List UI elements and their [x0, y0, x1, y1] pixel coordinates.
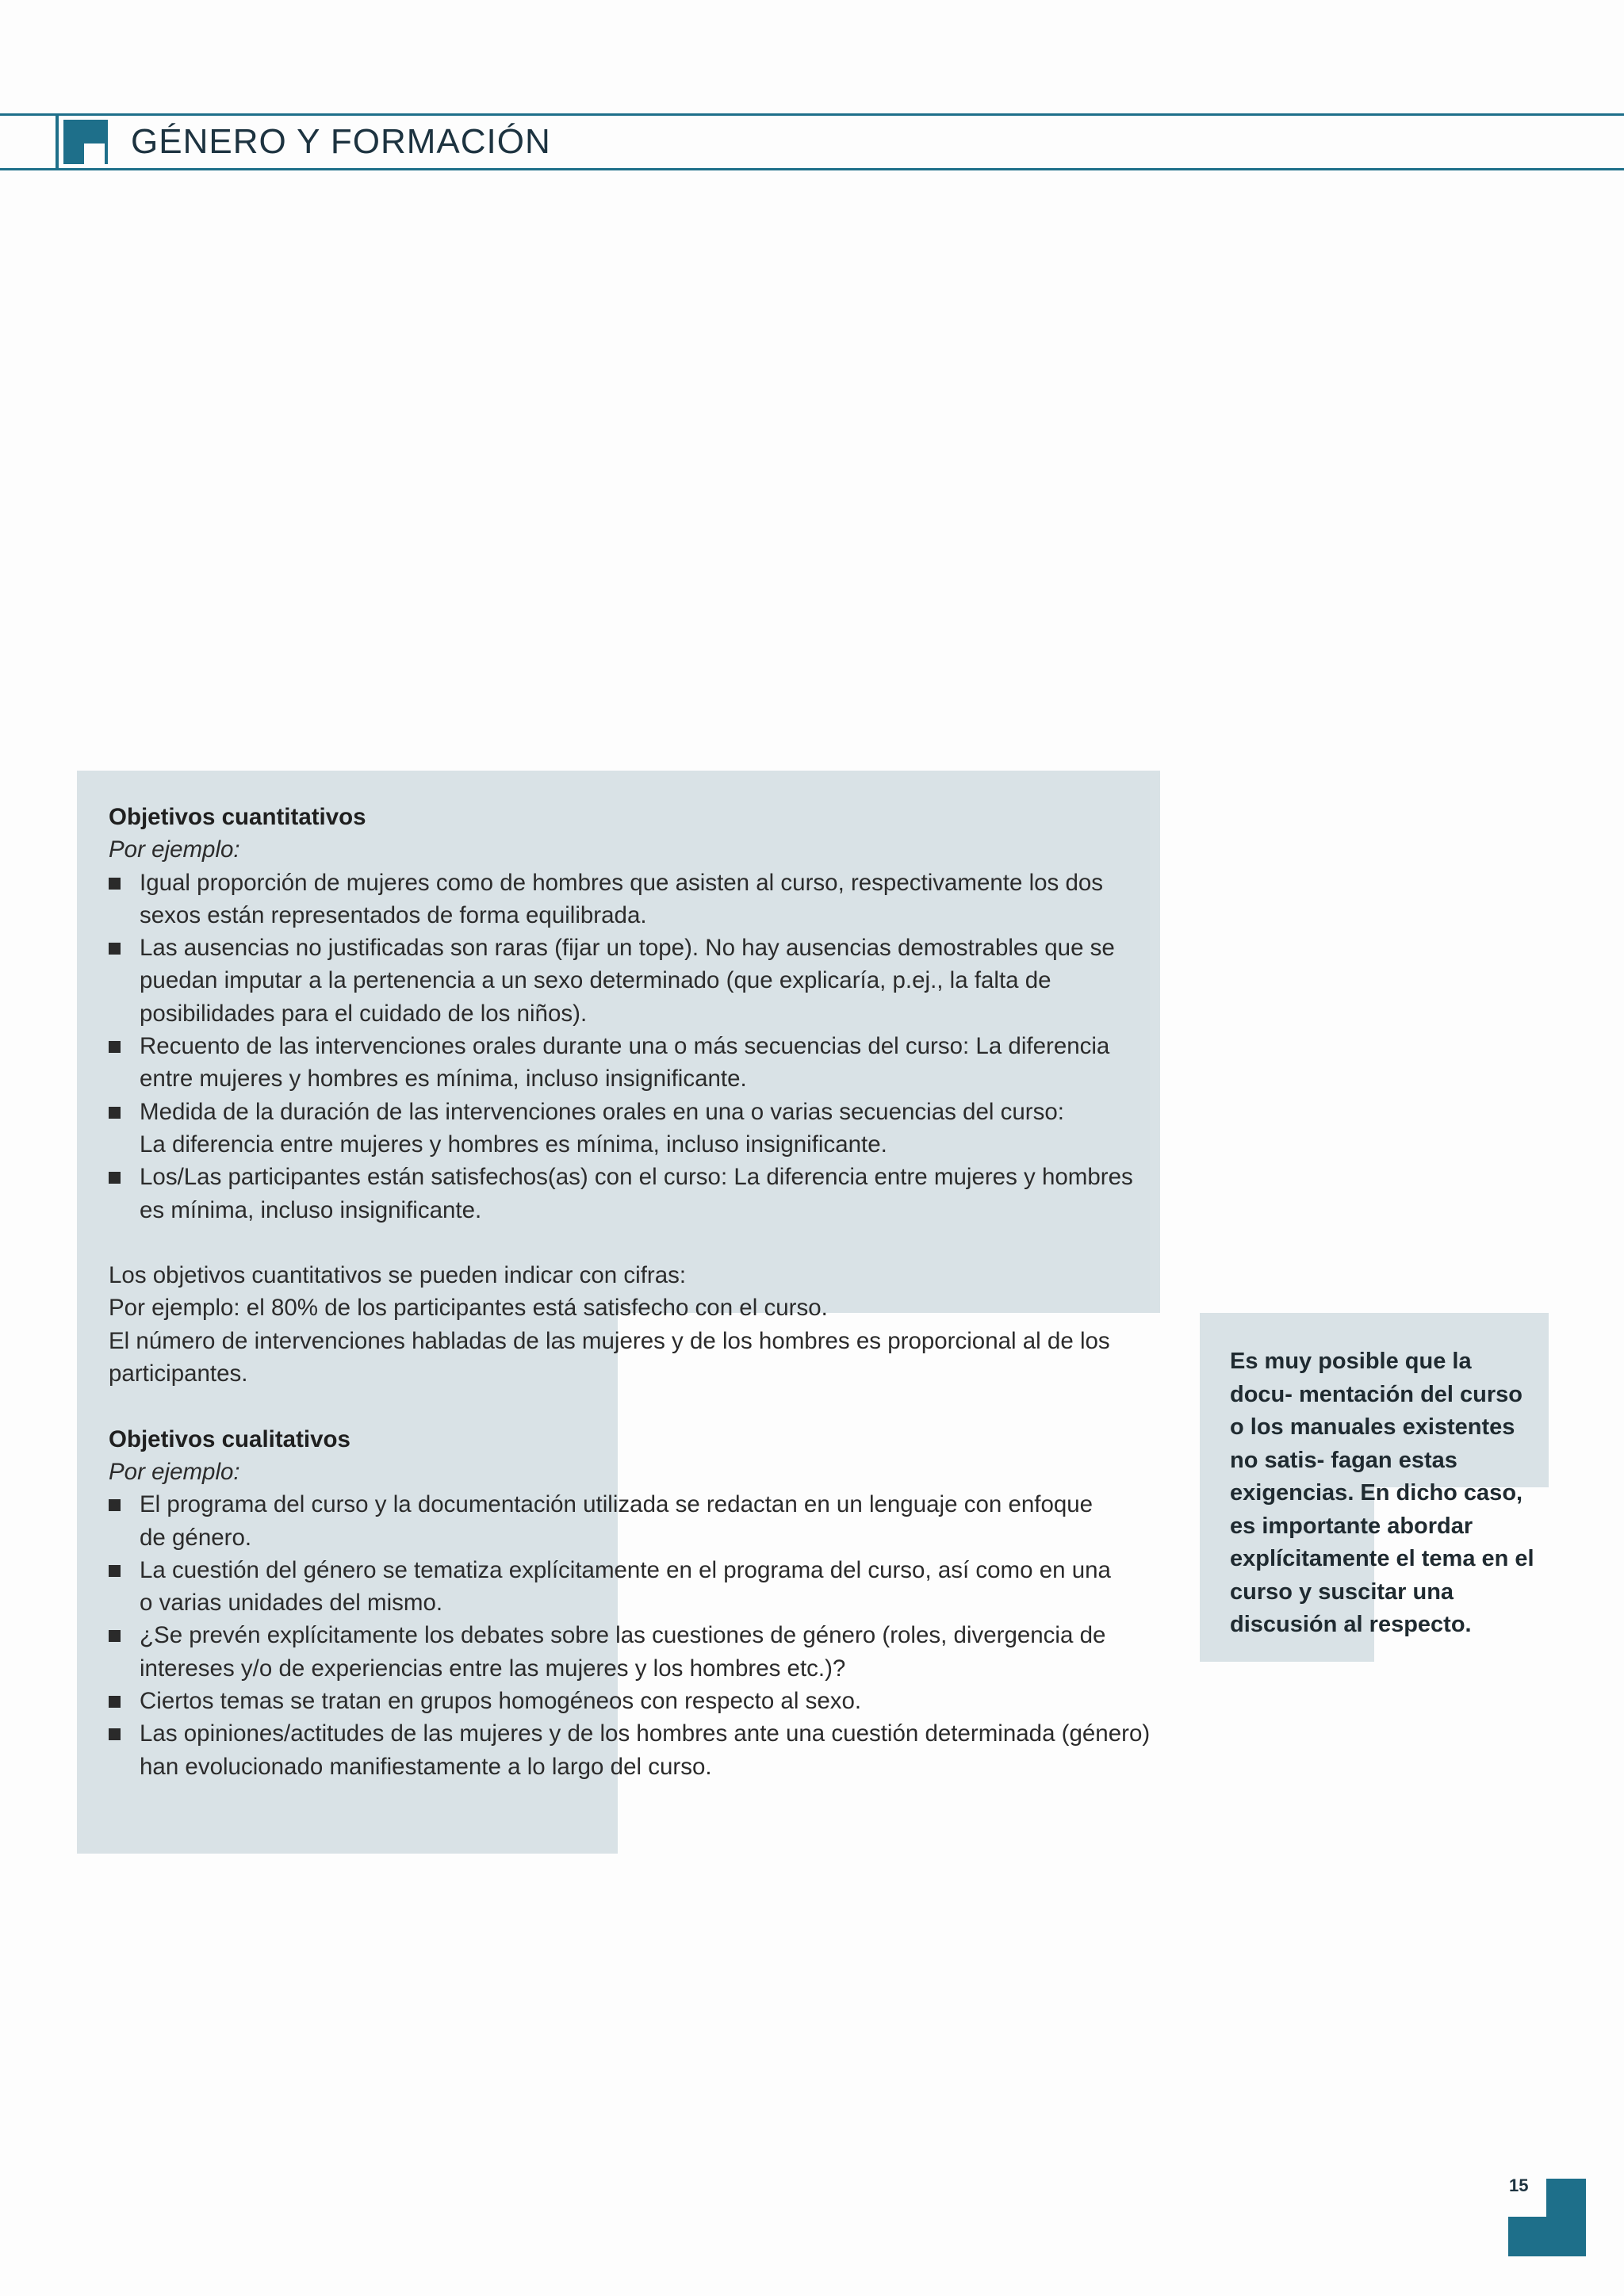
- list-item-line: El programa del curso y la documentación utilizada se redactan en un lenguaje con enfoque: [140, 1491, 1094, 1518]
- figures-line: Los objetivos cuantitativos se pueden indicar con cifras:: [109, 1262, 687, 1289]
- list-item-line: de género.: [140, 1524, 252, 1551]
- main-text: [109, 801, 1155, 1783]
- header-rule-bottom: [0, 168, 1624, 170]
- corner-square-icon: [56, 113, 113, 170]
- list-item: ¿Se prevén explícitamente los debates sobre las cuestiones de género (roles, divergencia de intereses y/o de experiencias entre las mujeres y los hombres etc.)?: [109, 1619, 1155, 1685]
- list-item: [109, 1554, 1155, 1620]
- figures-line: El número de intervenciones habladas de las mujeres y de los hombres es proporcional al de los participantes.: [109, 1327, 1110, 1387]
- qualitative-heading: Objetivos cualitativos: [109, 1425, 350, 1452]
- list-item: Ciertos temas se tratan en grupos homogéneos con respecto al sexo.: [109, 1685, 1155, 1717]
- quantitative-example-label: Por ejemplo:: [109, 836, 240, 863]
- qualitative-list: [109, 1488, 1155, 1783]
- list-item: Los/Las participantes están satisfechos(as) con el curso: La diferencia entre mujeres y hombres es mínima, incluso insignificante.: [109, 1161, 1155, 1226]
- list-item: Las opiniones/actitudes de las mujeres y de los hombres ante una cuestión determinada (género) han evolucionado manifiestamente a lo largo del curso.: [109, 1717, 1155, 1783]
- list-item: [109, 1488, 1155, 1554]
- qualitative-example-label: Por ejemplo:: [109, 1458, 240, 1485]
- header-rule-top: [0, 113, 1624, 116]
- list-item: Las ausencias no justificadas son raras (fijar un tope). No hay ausencias demostrables que se puedan imputar a la pertenencia a un sexo determinado (que explicaría, p.ej., la falta de posibilidades para el cuidado de los niños).: [109, 932, 1155, 1030]
- page-title: GÉNERO Y FORMACIÓN: [131, 122, 551, 161]
- list-item-line: La cuestión del género se tematiza explícitamente en el programa del curso, así como en una: [140, 1556, 1111, 1583]
- list-item-line: Medida de la duración de las intervenciones orales en una o varias secuencias del curso:: [140, 1098, 1064, 1125]
- quantitative-list: [109, 867, 1155, 1226]
- list-item-line: La diferencia entre mujeres y hombres es mínima, incluso insignificante.: [140, 1131, 887, 1158]
- sidebar-note: Es muy posible que la docu- mentación del curso o los manuales existentes no satis- fagan estas exigencias. En dicho caso, es importante abordar explícitamente el tema en el curso y suscitar una discusión al respecto.: [1230, 1349, 1534, 1637]
- list-item: Recuento de las intervenciones orales durante una o más secuencias del curso: La diferencia entre mujeres y hombres es mínima, incluso insignificante.: [109, 1030, 1155, 1096]
- quantitative-heading: Objetivos cuantitativos: [109, 804, 366, 830]
- list-item: Igual proporción de mujeres como de hombres que asisten al curso, respectivamente los dos sexos están representados de forma equilibrada.: [109, 867, 1155, 932]
- page-number: 15: [1509, 2175, 1529, 2195]
- figures-line: Por ejemplo: el 80% de los participantes está satisfecho con el curso.: [109, 1295, 828, 1322]
- list-item-line: o varias unidades del mismo.: [140, 1590, 443, 1617]
- list-item: [109, 1096, 1155, 1161]
